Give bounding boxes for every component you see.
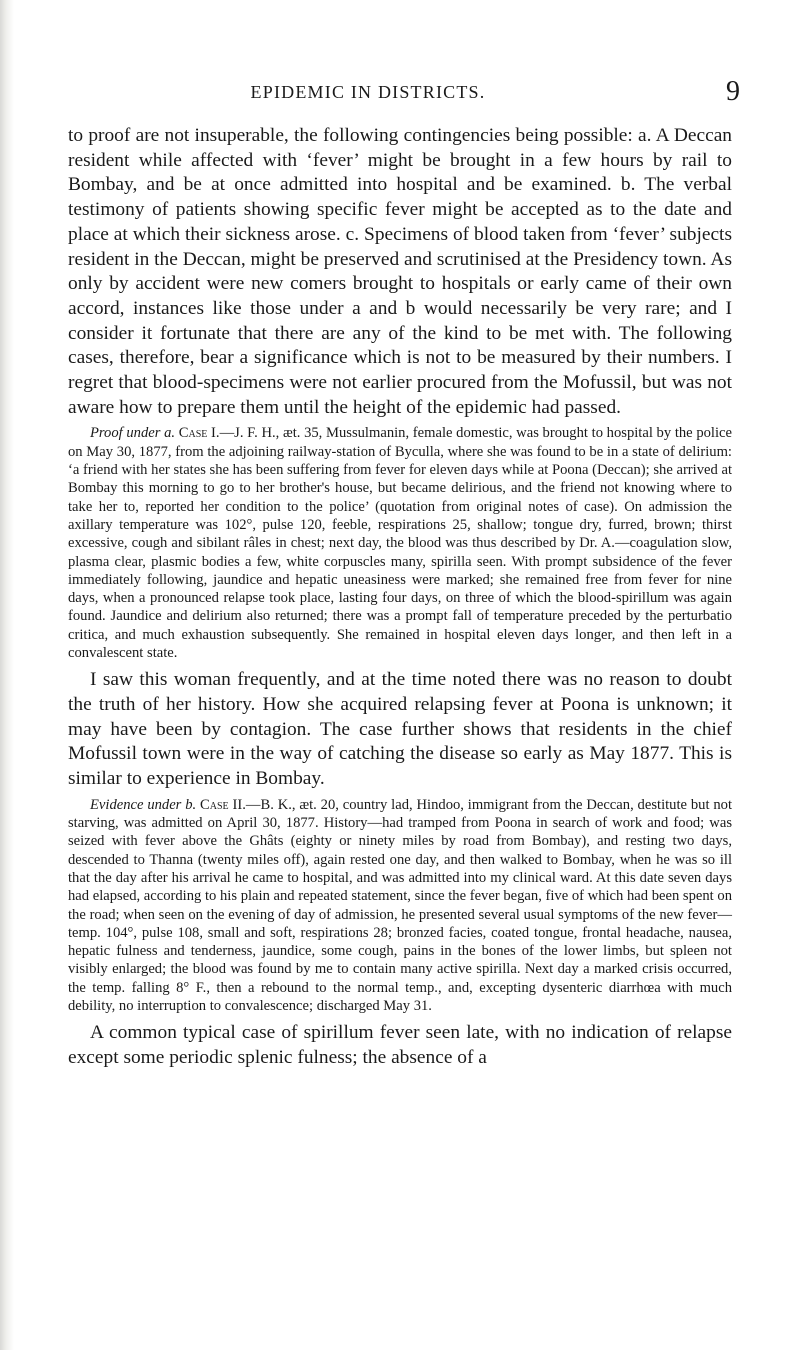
case-two-paragraph [68,796,732,1016]
case-one-title: Case I. [178,425,220,442]
page-body [68,124,732,1071]
paragraph-poona-history: I saw this woman frequently, and at the time noted there was no reason to doubt the truth of her history. How she acquired relapsing fever at Poona is unknown; it may have been by contagion. The case further shows that residents in the chief Mofussil town were in the way of catching the disease so early as May 1877. This is similar to experience in Bombay. [68,669,732,790]
case-one-body: —J. F. H., æt. 35, Mussulmanin, female domestic, was brought to hospital by the police on May 30, 1877, from the adjoining railway-station of Byculla, where she was found to be in a state of delirium: ‘a friend with her states she has been suffering from fever for eleven days while at Poona (Deccan); she arrived at Bombay this morning to go to her brother's house, but became delirious, and the friend not knowing where to take her to, reported her condition to the police’ (quotation from original notes of case). On admission the axillary temperature was 102°, pulse 120, feeble, respirations 25, shallow; tongue dry, furred, brown; thirst excessive, cough and sibilant râles in chest; next day, the blood was thus described by Dr. A.—coagulation slow, plasma clear, plasmic bodies a few, white corpuscles many, spirilla seen. With prompt subsidence of the fever immediately following, jaundice and hepatic uneasiness were marked; she remained free from fever for nine days, when a pronounced relapse took place, lasting four days, on three of which the blood-spirillum was again found. Jaundice and delirium also returned; there was a prompt fall of temperature preceded by the perturbatio critica, and much exhaustion subsequently. She remained in hospital eleven days longer, and then left in a convalescent state. [68,425,732,661]
paragraph-contingencies: to proof are not insuperable, the following contingencies being possible: a. A Deccan resident while affected with ‘fever’ might be brought in a few hours by rail to Bombay, and be at once admitted into hospital and be examined. b. The verbal testimony of patients showing specific fever might be accepted as to the date and place at which their sickness arose. c. Specimens of blood taken from ‘fever’ subjects resident in the Deccan, might be preserved and scrutinised at the Presidency town. As only by accident were new comers brought to hospitals or early came of their own accord, instances like those under a and b would necessarily be very rare; and I consider it fortunate that there are any of the kind to be met with. The following cases, therefore, bear a significance which is not to be measured by their numbers. I regret that blood-specimens were not earlier procured from the Mofussil, but was not aware how to prepare them until the height of the epidemic had passed. [68,125,732,418]
case-one-lead: Proof under a. [90,425,176,442]
paragraph-typical-case: A common typical case of spirillum fever seen late, with no indication of relapse except some periodic splenic fulness; the absence of a [68,1022,732,1069]
case-two-title: Case II. [200,796,246,813]
case-two-body: —B. K., æt. 20, country lad, Hindoo, immigrant from the Deccan, destitute but not starving, was admitted on April 30, 1877. History—had tramped from Poona in search of work and food; was seized with fever above the Ghâts (eighty or ninety miles by road from Bombay), and resting two days, descended to Thanna (twenty miles off), again rested one day, and then walked to Bombay, when he was so ill that the day after his arrival he came to hospital, and was admitted into my clinical ward. At this date seven days had elapsed, according to his plain and repeated statement, since the fever began, five of which had been spent on the road; when seen on the evening of day of admission, he presented several usual symptoms of the new fever—temp. 104°, pulse 108, small and soft, respirations 28; bronzed facies, coated tongue, frontal headache, nausea, hepatic fulness and tenderness, jaundice, some cough, pains in the bones of the lower limbs, but spleen not visibly enlarged; the blood was found by me to contain many active spirilla. Next day a marked crisis occurred, the temp. falling 8° F., then a rebound to the normal temp., and, excepting dysenteric diarrhœa with much debility, no interruption to convalescence; discharged May 31. [68,796,732,1015]
page-number: 9 [726,76,740,107]
case-two-lead: Evidence under b. [90,796,197,813]
running-head: EPIDEMIC IN DISTRICTS. [250,82,486,102]
page-header [68,76,740,116]
case-one-paragraph [68,424,732,662]
